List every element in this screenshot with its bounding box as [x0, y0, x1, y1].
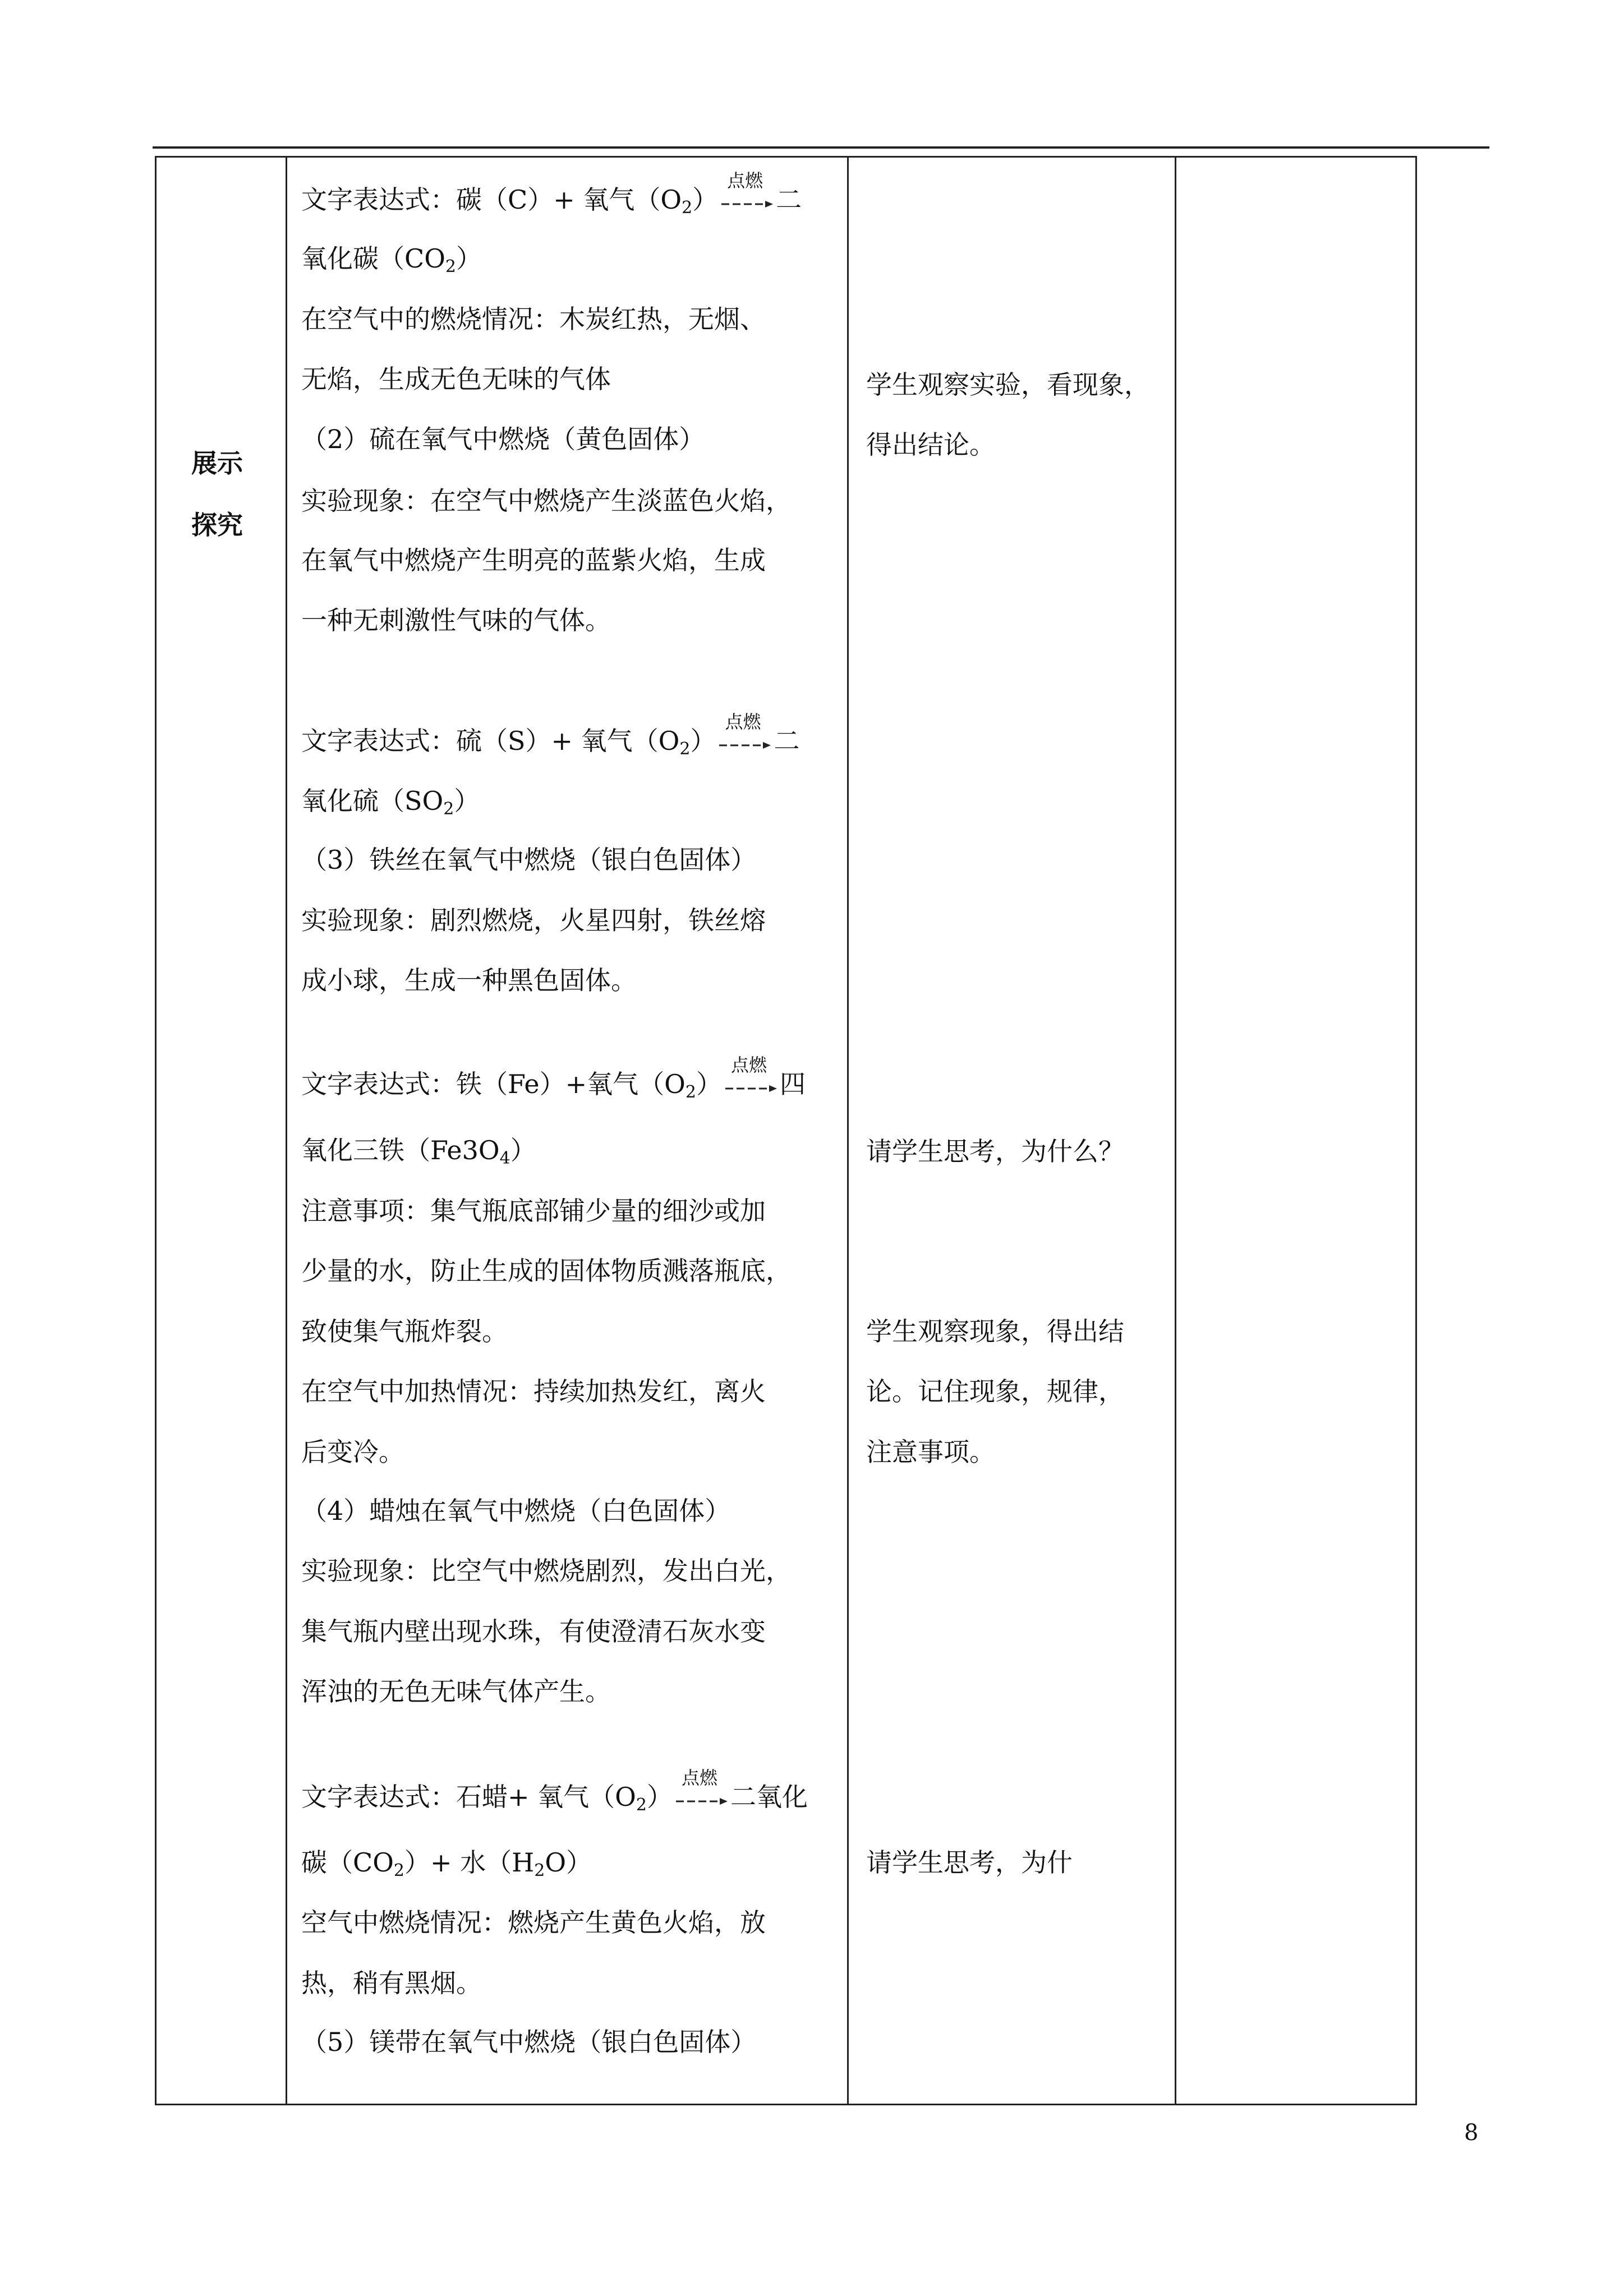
sulfur-expr-after: 二	[774, 726, 800, 756]
student-activity-1-line-2: 得出结论。	[866, 430, 995, 460]
candle-title: （4）蜡烛在氧气中燃烧（白色固体）	[301, 1496, 731, 1526]
student-activity-3-line-3: 注意事项。	[866, 1437, 995, 1467]
iron-air-line-2: 后变冷。	[301, 1437, 404, 1467]
reaction-condition: 点燃	[730, 1054, 767, 1076]
section-label-line-2: 探究	[191, 510, 243, 540]
reaction-condition: 点燃	[725, 711, 761, 732]
reaction-arrow	[724, 1054, 778, 1102]
sulfur-obs-line-1: 实验现象：在空气中燃烧产生淡蓝色火焰，	[301, 486, 792, 516]
sulfur-equation: 文字表达式：硫（S）+ 氧气$(O_2)$ 点燃 二	[301, 724, 799, 759]
header-rule	[153, 146, 1489, 149]
iron-product-prefix: 氧化三铁（Fe3O	[301, 1135, 500, 1165]
iron-expr-tail: ）	[696, 1069, 722, 1099]
iron-title: （3）铁丝在氧气中燃烧（银白色固体）	[301, 845, 757, 875]
candle-obs-line-1: 实验现象：比空气中燃烧剧烈，发出白光，	[301, 1556, 792, 1586]
candle-expr-tail: ）	[646, 1782, 673, 1812]
iron-air-line-1: 在空气中加热情况：持续加热发红，离火	[301, 1376, 766, 1407]
reaction-condition: 点燃	[681, 1767, 717, 1788]
candle-air-line-2: 热，稍有黑烟。	[301, 1968, 482, 1998]
sulfur-title: （2）硫在氧气中燃烧（黄色固体）	[301, 424, 705, 454]
sulfur-expr-tail: ）	[690, 726, 716, 756]
candle-obs-line-2: 集气瓶内壁出现水珠，有使澄清石灰水变	[301, 1616, 766, 1647]
candle-equation: 文字表达式：石蜡+ 氧气$(O_2)$ 点燃 二氧化	[301, 1780, 808, 1815]
student-activity-3-line-1: 学生观察现象，得出结	[866, 1316, 1124, 1347]
reaction-arrow	[720, 170, 774, 218]
student-activity-4: 请学生思考，为什	[866, 1847, 1073, 1878]
carbon-air-line-2: 无焰，生成无色无味的气体	[301, 364, 611, 394]
sulfur-expr-prefix: 文字表达式：硫（S）+ 氧气（O	[301, 726, 680, 756]
sulfur-product-tail: ）	[454, 786, 480, 816]
sulfur-product: 氧化硫$(SO_2)$	[301, 786, 480, 819]
column-divider-1	[286, 158, 287, 2104]
section-label	[191, 432, 243, 556]
carbon-expr-tail: ）	[692, 185, 719, 215]
content-column	[301, 158, 808, 2104]
column-divider-3	[1175, 158, 1176, 2104]
lesson-table	[155, 156, 1417, 2105]
iron-note-line-1: 注意事项：集气瓶底部铺少量的细沙或加	[301, 1196, 766, 1226]
carbon-product: 氧化碳$(CO_2)$	[301, 243, 482, 276]
section-label-line-1: 展示	[191, 448, 243, 478]
carbon-product-prefix: 氧化碳（CO	[301, 243, 445, 274]
reaction-arrow	[675, 1767, 728, 1815]
reaction-arrow	[718, 711, 771, 759]
sulfur-obs-line-2: 在氧气中燃烧产生明亮的蓝紫火焰，生成	[301, 545, 766, 575]
student-activity-3-line-2: 论。记住现象，规律，	[866, 1376, 1124, 1407]
iron-expr-after: 四	[779, 1069, 806, 1099]
student-activity-2: 请学生思考，为什么？	[866, 1136, 1124, 1167]
carbon-equation: 文字表达式：碳（C）+ 氧气$(O_2)$ 点燃 二	[301, 183, 802, 218]
page-number: 8	[1464, 2120, 1479, 2146]
carbon-air-line-1: 在空气中的燃烧情况：木炭红热，无烟、	[301, 304, 766, 334]
candle-air-line-1: 空气中燃烧情况：燃烧产生黄色火焰，放	[301, 1907, 766, 1938]
candle-expr-prefix: 文字表达式：石蜡+ 氧气（O	[301, 1782, 636, 1812]
student-activity-column	[866, 158, 1169, 2104]
section-column	[157, 158, 286, 2104]
candle-product-tail: O）	[545, 1847, 592, 1878]
iron-equation: 文字表达式：铁（Fe）+氧气$(O_2)$ 点燃 四	[301, 1067, 806, 1102]
iron-expr-prefix: 文字表达式：铁（Fe）+氧气（O	[301, 1069, 686, 1099]
iron-obs-line-2: 成小球，生成一种黑色固体。	[301, 965, 637, 995]
candle-expr-after: 二氧化	[730, 1782, 808, 1812]
column-divider-2	[847, 158, 849, 2104]
carbon-product-tail: ）	[456, 243, 482, 274]
carbon-expr-after: 二	[776, 185, 802, 215]
candle-obs-line-3: 浑浊的无色无味气体产生。	[301, 1676, 611, 1707]
iron-product: 氧化三铁$(Fe3O_4)$	[301, 1135, 536, 1168]
reaction-condition: 点燃	[727, 170, 763, 191]
sulfur-obs-line-3: 一种无刺激性气味的气体。	[301, 605, 611, 635]
magnesium-title: （5）镁带在氧气中燃烧（银白色固体）	[301, 2027, 757, 2057]
iron-obs-line-1: 实验现象：剧烈燃烧，火星四射，铁丝熔	[301, 905, 766, 935]
candle-product: 碳$(CO_2)+$ 水$(H_2O)$	[301, 1847, 592, 1880]
sulfur-product-prefix: 氧化硫（SO	[301, 786, 444, 816]
carbon-expr-prefix: 文字表达式：碳（C）+ 氧气（O	[301, 185, 682, 215]
candle-product-prefix: 碳（CO	[301, 1847, 394, 1878]
iron-note-line-2: 少量的水，防止生成的固体物质溅落瓶底，	[301, 1256, 792, 1286]
candle-product-mid: ）+ 水（H	[404, 1847, 535, 1878]
iron-product-tail: ）	[510, 1135, 536, 1165]
iron-note-line-3: 致使集气瓶炸裂。	[301, 1316, 508, 1347]
student-activity-1-line-1: 学生观察实验，看现象，	[866, 370, 1150, 400]
